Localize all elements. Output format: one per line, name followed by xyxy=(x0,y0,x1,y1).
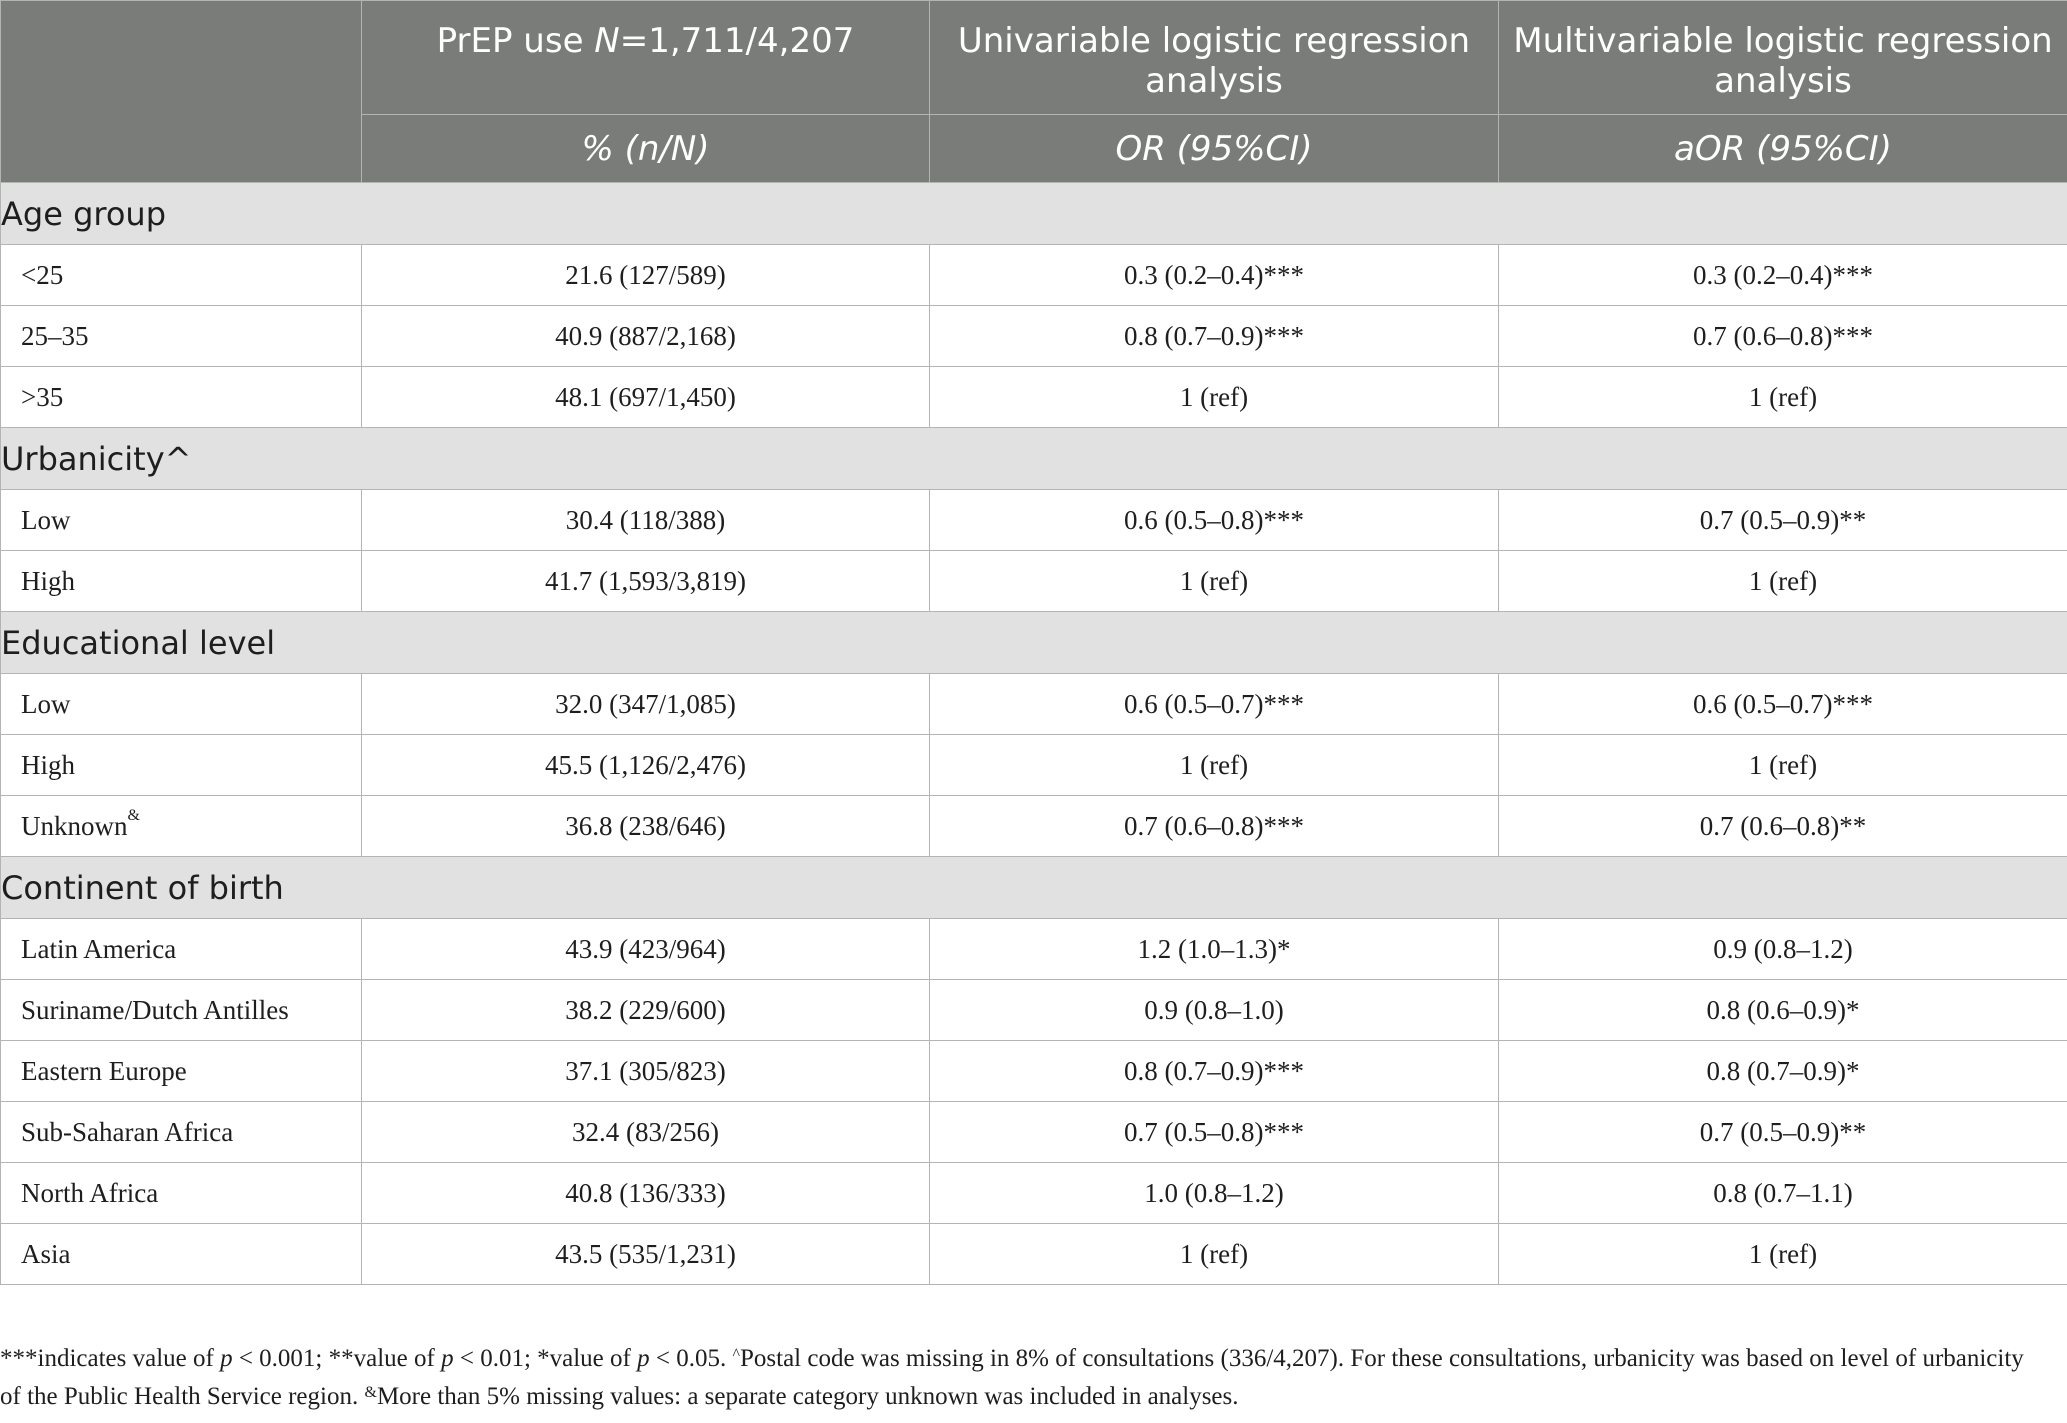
header-prep-suffix: =1,711/4,207 xyxy=(619,21,855,61)
footnote-marker: & xyxy=(127,806,140,824)
cell-or: 0.6 (0.5–0.8)*** xyxy=(930,490,1499,551)
section-title: Age group xyxy=(1,183,2067,245)
row-label: 25–35 xyxy=(1,306,362,367)
cell-pct: 41.7 (1,593/3,819) xyxy=(362,551,930,612)
subheader-or: OR (95%CI) xyxy=(930,115,1499,183)
table-row xyxy=(1,1041,2067,1102)
cell-or: 1 (ref) xyxy=(930,367,1499,428)
table-row xyxy=(1,367,2067,428)
cell-aor: 0.8 (0.7–0.9)* xyxy=(1499,1041,2067,1102)
cell-pct: 43.9 (423/964) xyxy=(362,919,930,980)
cell-or: 0.7 (0.5–0.8)*** xyxy=(930,1102,1499,1163)
cell-pct: 40.8 (136/333) xyxy=(362,1163,930,1224)
cell-pct: 40.9 (887/2,168) xyxy=(362,306,930,367)
cell-or: 0.7 (0.6–0.8)*** xyxy=(930,796,1499,857)
cell-aor: 1 (ref) xyxy=(1499,1224,2067,1285)
header-multivariable: Multivariable logistic regression analysis xyxy=(1499,1,2067,115)
table-row xyxy=(1,1163,2067,1224)
header-empty-cell xyxy=(1,1,362,183)
header-row xyxy=(1,1,2067,115)
table-row xyxy=(1,980,2067,1041)
row-label: Low xyxy=(1,674,362,735)
cell-pct: 48.1 (697/1,450) xyxy=(362,367,930,428)
cell-aor: 0.7 (0.6–0.8)*** xyxy=(1499,306,2067,367)
header-univariable: Univariable logistic regression analysis xyxy=(930,1,1499,115)
section-header-row xyxy=(1,183,2067,245)
table-row xyxy=(1,919,2067,980)
row-label: High xyxy=(1,551,362,612)
row-label: Low xyxy=(1,490,362,551)
row-label: <25 xyxy=(1,245,362,306)
row-label: North Africa xyxy=(1,1163,362,1224)
header-prep-n: N xyxy=(594,21,620,61)
cell-aor: 1 (ref) xyxy=(1499,551,2067,612)
section-header-row xyxy=(1,857,2067,919)
section-title: Educational level xyxy=(1,612,2067,674)
cell-pct: 37.1 (305/823) xyxy=(362,1041,930,1102)
cell-or: 1.2 (1.0–1.3)* xyxy=(930,919,1499,980)
cell-aor: 0.8 (0.6–0.9)* xyxy=(1499,980,2067,1041)
table-footnote: ***indicates value of p < 0.001; **value of p < 0.01; *value of p < 0.05. ^Postal code was missing in 8% of consultations (336/4,207). For these consultations, urbanicity was based on level of urbanicity of the Public Health Service region. &More than 5% missing values: a separate category unknown was included in analyses. xyxy=(0,1345,2024,1410)
cell-or: 0.8 (0.7–0.9)*** xyxy=(930,1041,1499,1102)
cell-aor: 1 (ref) xyxy=(1499,367,2067,428)
row-label: Asia xyxy=(1,1224,362,1285)
cell-pct: 45.5 (1,126/2,476) xyxy=(362,735,930,796)
cell-pct: 21.6 (127/589) xyxy=(362,245,930,306)
row-label: Latin America xyxy=(1,919,362,980)
table-row xyxy=(1,306,2067,367)
cell-or: 0.9 (0.8–1.0) xyxy=(930,980,1499,1041)
cell-pct: 32.4 (83/256) xyxy=(362,1102,930,1163)
cell-aor: 0.9 (0.8–1.2) xyxy=(1499,919,2067,980)
table-row xyxy=(1,1224,2067,1285)
cell-pct: 43.5 (535/1,231) xyxy=(362,1224,930,1285)
cell-or: 1.0 (0.8–1.2) xyxy=(930,1163,1499,1224)
table-row xyxy=(1,245,2067,306)
section-title: Continent of birth xyxy=(1,857,2067,919)
cell-pct: 30.4 (118/388) xyxy=(362,490,930,551)
subheader-aor: aOR (95%CI) xyxy=(1499,115,2067,183)
row-label: Suriname/Dutch Antilles xyxy=(1,980,362,1041)
row-label: Unknown& xyxy=(1,796,362,857)
table-row xyxy=(1,796,2067,857)
table-row xyxy=(1,490,2067,551)
header-prep-prefix: PrEP use xyxy=(436,21,595,61)
cell-aor: 1 (ref) xyxy=(1499,735,2067,796)
cell-or: 1 (ref) xyxy=(930,735,1499,796)
table-row xyxy=(1,674,2067,735)
table-row xyxy=(1,1102,2067,1163)
cell-aor: 0.7 (0.5–0.9)** xyxy=(1499,1102,2067,1163)
cell-or: 0.6 (0.5–0.7)*** xyxy=(930,674,1499,735)
cell-pct: 36.8 (238/646) xyxy=(362,796,930,857)
cell-aor: 0.7 (0.5–0.9)** xyxy=(1499,490,2067,551)
section-title: Urbanicity^ xyxy=(1,428,2067,490)
cell-aor: 0.8 (0.7–1.1) xyxy=(1499,1163,2067,1224)
header-prep-use xyxy=(362,1,930,115)
cell-aor: 0.6 (0.5–0.7)*** xyxy=(1499,674,2067,735)
cell-or: 0.3 (0.2–0.4)*** xyxy=(930,245,1499,306)
cell-or: 1 (ref) xyxy=(930,551,1499,612)
row-label: >35 xyxy=(1,367,362,428)
table-row xyxy=(1,551,2067,612)
cell-pct: 38.2 (229/600) xyxy=(362,980,930,1041)
cell-or: 1 (ref) xyxy=(930,1224,1499,1285)
table-body xyxy=(1,183,2067,1285)
row-label: Eastern Europe xyxy=(1,1041,362,1102)
subheader-pct: % (n/N) xyxy=(362,115,930,183)
section-header-row xyxy=(1,612,2067,674)
table-row xyxy=(1,735,2067,796)
cell-aor: 0.3 (0.2–0.4)*** xyxy=(1499,245,2067,306)
cell-pct: 32.0 (347/1,085) xyxy=(362,674,930,735)
cell-aor: 0.7 (0.6–0.8)** xyxy=(1499,796,2067,857)
section-header-row xyxy=(1,428,2067,490)
row-label: High xyxy=(1,735,362,796)
cell-or: 0.8 (0.7–0.9)*** xyxy=(930,306,1499,367)
row-label: Sub-Saharan Africa xyxy=(1,1102,362,1163)
